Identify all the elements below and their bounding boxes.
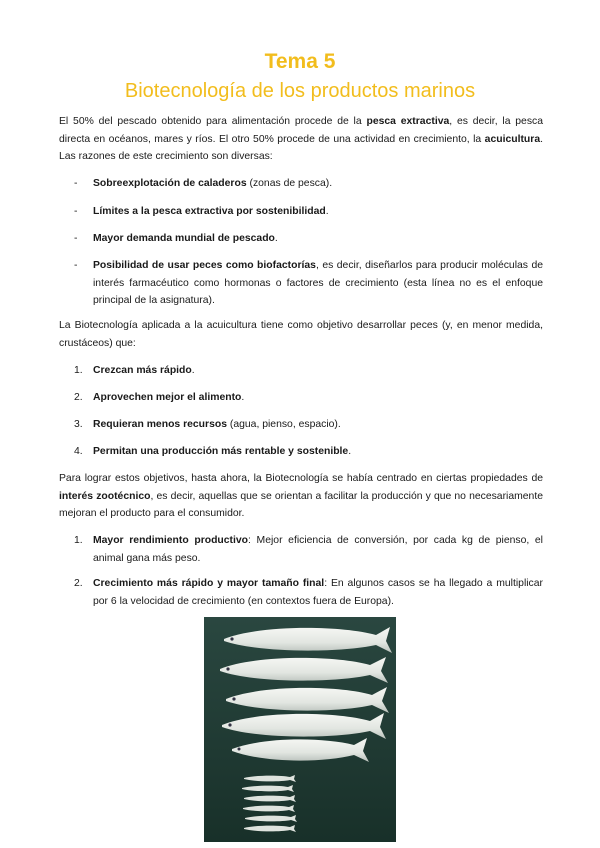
page-subtitle: Biotecnología de los productos marinos xyxy=(124,80,476,102)
intro-paragraph: El 50% del pescado obtenido para alimentación procede de la pesca extractiva, es decir, la pesca directa en océanos, mares y ríos. El otro 50% procede de una actividad en crecimiento, la acuicultura. Las razones de este crecimiento son diversas: xyxy=(59,116,544,162)
number-marker: 4. xyxy=(74,446,83,457)
bullet-marker: - xyxy=(74,206,78,217)
list-item: Mayor rendimiento productivo: Mejor eficiencia de conversión, por cada kg de pienso, el animal gana más peso. xyxy=(93,535,543,564)
number-marker: 2. xyxy=(74,578,83,589)
number-marker: 1. xyxy=(74,365,83,376)
page-title: Tema 5 xyxy=(264,50,336,73)
number-marker: 2. xyxy=(74,392,83,403)
list-item: Permitan una producción más rentable y sostenible. xyxy=(93,446,352,457)
zootechnic-paragraph: Para lograr estos objetivos, hasta ahora, la Biotecnología se había centrado en ciertas propiedades de interés zootécnico, es decir, aquellas que se orientan a facilitar la producción y que no necesariamente mejoran el producto para el consumidor. xyxy=(59,473,544,519)
biotech-paragraph: La Biotecnología aplicada a la acuicultura tiene como objetivo desarrollar peces (y, en menor medida, crustáceos) que: xyxy=(59,320,543,349)
bullet-marker: - xyxy=(74,233,78,244)
list-item: Crecimiento más rápido y mayor tamaño final: En algunos casos se ha llegado a multiplicar por 6 la velocidad de crecimiento (en contextos fuera de Europa). xyxy=(93,578,543,607)
fish-photo xyxy=(204,617,396,842)
list-item: Posibilidad de usar peces como biofactorías, es decir, diseñarlos para producir moléculas de interés farmacéutico como hormonas o factores de crecimiento (esta línea no es el enfoque principal de la asignatura). xyxy=(93,260,544,306)
list-item: Mayor demanda mundial de pescado. xyxy=(93,233,278,244)
list-item: Aprovechen mejor el alimento. xyxy=(93,392,245,403)
list-item: Sobreexplotación de caladeros (zonas de pesca). xyxy=(93,178,333,189)
list-item: Requieran menos recursos (agua, pienso, espacio). xyxy=(93,419,341,430)
bullet-marker: - xyxy=(74,178,78,189)
list-item: Límites a la pesca extractiva por sostenibilidad. xyxy=(93,206,329,217)
bullet-marker: - xyxy=(74,260,78,271)
number-marker: 1. xyxy=(74,535,83,546)
list-item: Crezcan más rápido. xyxy=(93,365,195,376)
fish-illustration xyxy=(204,617,396,842)
number-marker: 3. xyxy=(74,419,83,430)
